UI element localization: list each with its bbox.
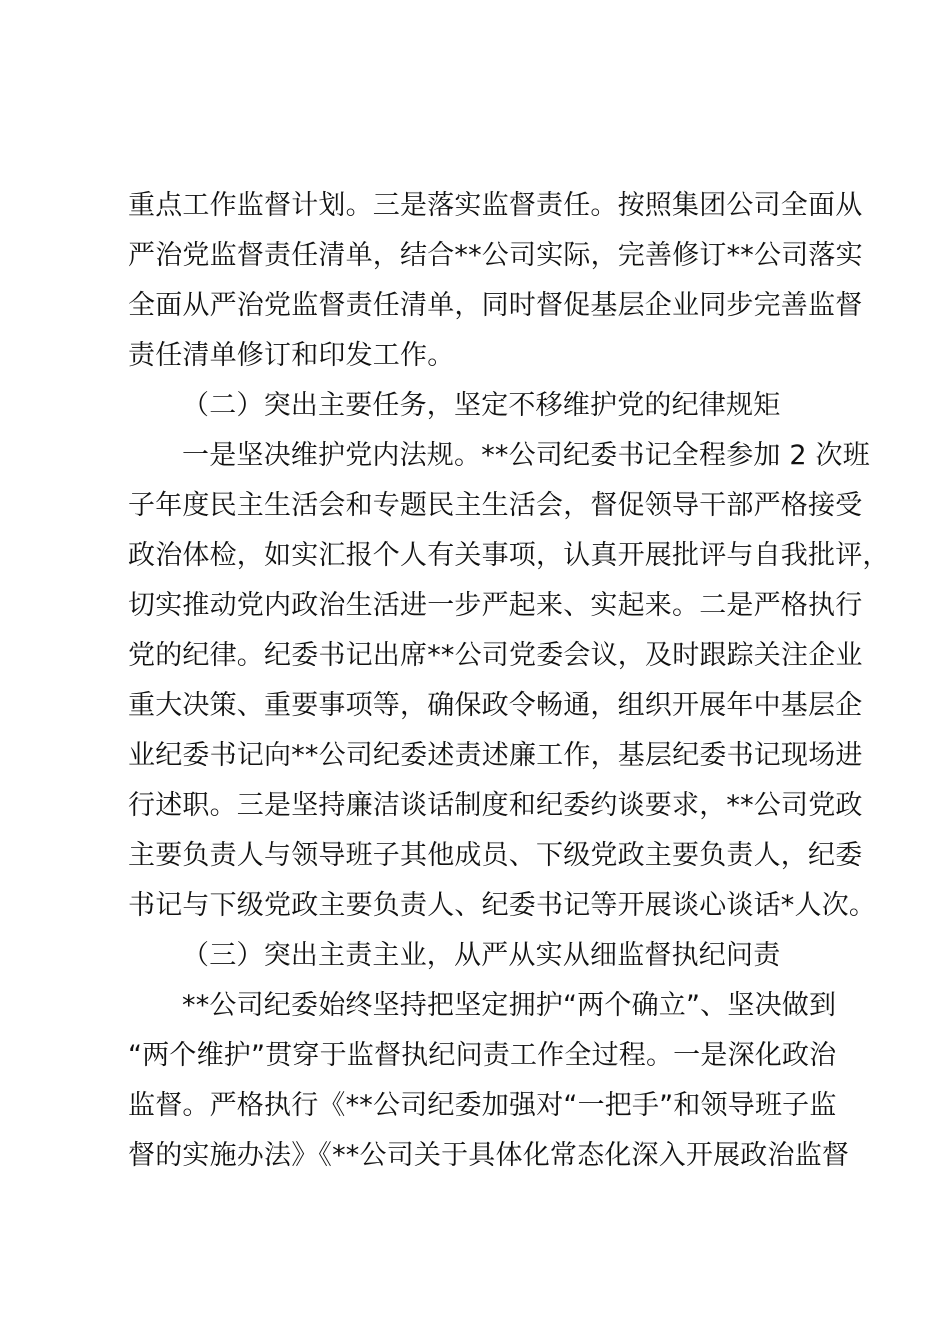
text-line: 子年度民主生活会和专题民主生活会，督促领导干部严格接受 <box>128 490 863 521</box>
text-line: 督的实施办法》《**公司关于具体化常态化深入开展政治监督 <box>128 1140 850 1171</box>
text-line: 重大决策、重要事项等，确保政令畅通，组织开展年中基层企 <box>128 690 863 721</box>
text-line: 书记与下级党政主要负责人、纪委书记等开展谈心谈话*人次。 <box>128 890 877 921</box>
section-heading: （二）突出主要任务，坚定不移维护党的纪律规矩 <box>182 390 781 421</box>
text-line: 切实推动党内政治生活进一步严起来、实起来。二是严格执行 <box>128 590 863 621</box>
text-line: **公司纪委始终坚持把坚定拥护“两个确立”、坚决做到 <box>182 990 837 1021</box>
text-line: 政治体检，如实汇报个人有关事项，认真开展批评与自我批评， <box>128 540 890 571</box>
text-line: 行述职。三是坚持廉洁谈话制度和纪委约谈要求，**公司党政 <box>128 790 863 821</box>
text-line: 重点工作监督计划。三是落实监督责任。按照集团公司全面从 <box>128 190 863 221</box>
text-line: 全面从严治党监督责任清单，同时督促基层企业同步完善监督 <box>128 290 863 321</box>
section-heading: （三）突出主责主业，从严从实从细监督执纪问责 <box>182 940 781 971</box>
text-line: 监督。严格执行《**公司纪委加强对“一把手”和领导班子监 <box>128 1090 837 1121</box>
text-line: 一是坚决维护党内法规。**公司纪委书记全程参加 2 次班 <box>182 440 870 471</box>
text-line: 严治党监督责任清单，结合**公司实际，完善修订**公司落实 <box>128 240 863 271</box>
text-line: 业纪委书记向**公司纪委述责述廉工作，基层纪委书记现场进 <box>128 740 863 771</box>
text-line: 责任清单修订和印发工作。 <box>128 340 455 371</box>
text-line: 党的纪律。纪委书记出席**公司党委会议，及时跟踪关注企业 <box>128 640 863 671</box>
text-line: 主要负责人与领导班子其他成员、下级党政主要负责人，纪委 <box>128 840 863 871</box>
text-line: “两个维护”贯穿于监督执纪问责工作全过程。一是深化政治 <box>128 1040 837 1071</box>
